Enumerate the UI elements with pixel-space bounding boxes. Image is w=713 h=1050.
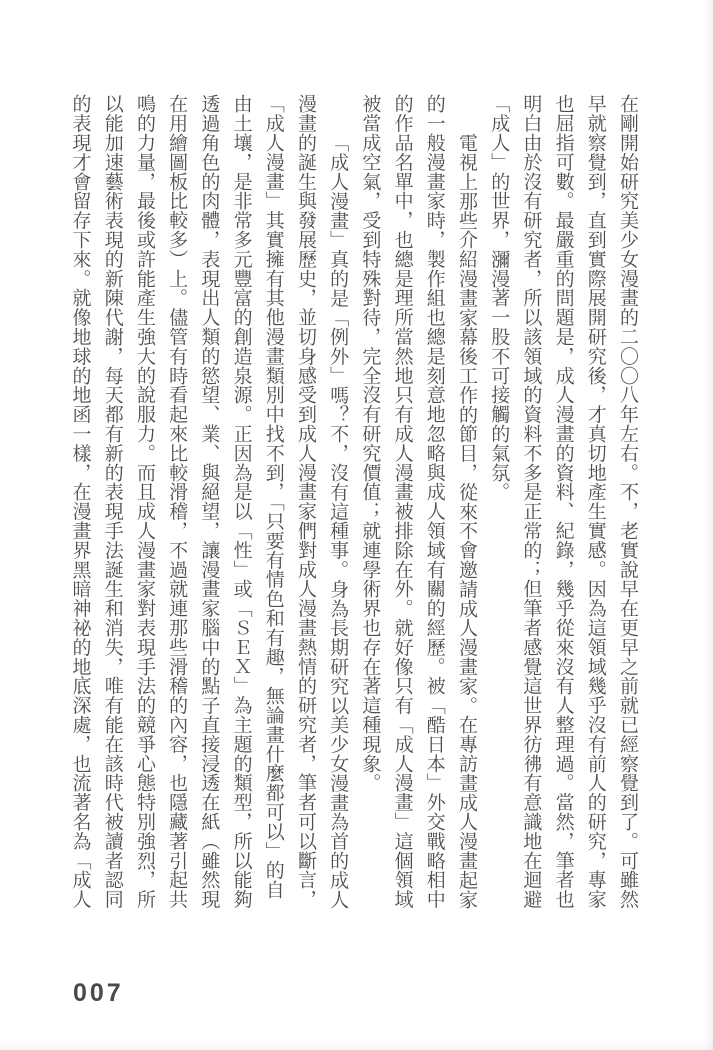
text-column: 電視上那些介紹漫畫家幕後工作的節目，從來不會邀請成人漫畫家。在專訪畫成人漫畫起家 <box>455 133 477 909</box>
text-column: 的一般漫畫家時，製作組也總是刻意地忽略與成人領域有關的經歷。被「酷日本」外交戰略相中 <box>423 94 445 909</box>
text-column: 的表現才會留存下來。就像地球的地函一樣，在漫畫界黑暗神祕的地底深處，也流著名為「成人 <box>69 94 91 909</box>
text-column: 「成人」的世界，瀰漫著一股不可接觸的氣氛。 <box>488 94 510 502</box>
text-column: 在剛開始研究美少女漫畫的二〇〇八年左右。不，老實說早在更早之前就已經察覺到了。可雖然 <box>617 94 638 909</box>
text-column: 早就察覺到，直到實際展開研究後，才真切地產生實感。因為這領域幾乎沒有前人的研究，專家 <box>584 94 606 909</box>
text-column: 以能加速藝術表現的新陳代謝，每天都有新的表現手法誕生和消失，唯有能在該時代被讀者認同 <box>101 94 123 909</box>
text-column: 由土壤，是非常多元豐富的創造泉源。正因為是以「性」或「ＳＥＸ」為主題的類型，所以能夠 <box>230 94 252 909</box>
text-column: 透過角色的肉體，表現出人類的慾望、業、與絕望，讓漫畫家腦中的點子直接浸透在紙（雖然現 <box>198 94 220 909</box>
text-column: 鳴的力量，最後或許能產生強大的說服力。而且成人漫畫家對表現手法的競爭心態特別強烈，所 <box>133 94 155 909</box>
text-block <box>63 94 643 926</box>
text-column: 「成人漫畫」真的是「例外」嗎？不，沒有這種事。身為長期研究以美少女漫畫為首的成人 <box>327 133 349 909</box>
scan-edge-right <box>703 0 713 1050</box>
text-column: 在用繪圖板比較多）上。儘管有時看起來比較滑稽，不過就連那些滑稽的內容，也隱藏著引起共 <box>166 94 188 909</box>
scan-edge-bottom <box>0 1042 713 1050</box>
text-column: 漫畫的誕生與發展歷史，並切身感受到成人漫畫家們對成人漫畫熱情的研究者，筆者可以斷言， <box>294 94 316 909</box>
text-column: 被當成空氣，受到特殊對待，完全沒有研究價值；就連學術界也存在著這種現象。 <box>359 94 381 793</box>
text-column: 「成人漫畫」其實擁有其他漫畫類別中找不到，「只要有情色和有趣，無論畫什麼都可以」的自 <box>262 94 284 900</box>
text-column: 明白由於沒有研究者，所以該領域的資料不多是正常的；但筆者感覺這世界彷彿有意識地在迴避 <box>520 94 542 909</box>
page-number: 007 <box>73 979 124 1007</box>
text-column: 的作品名單中，也總是理所當然地只有成人漫畫被排除在外。就好像只有「成人漫畫」這個領域 <box>391 94 413 909</box>
text-column: 也屈指可數。最嚴重的問題是，成人漫畫的資料、紀錄，幾乎從來沒有人整理過。當然，筆者也 <box>552 94 574 909</box>
